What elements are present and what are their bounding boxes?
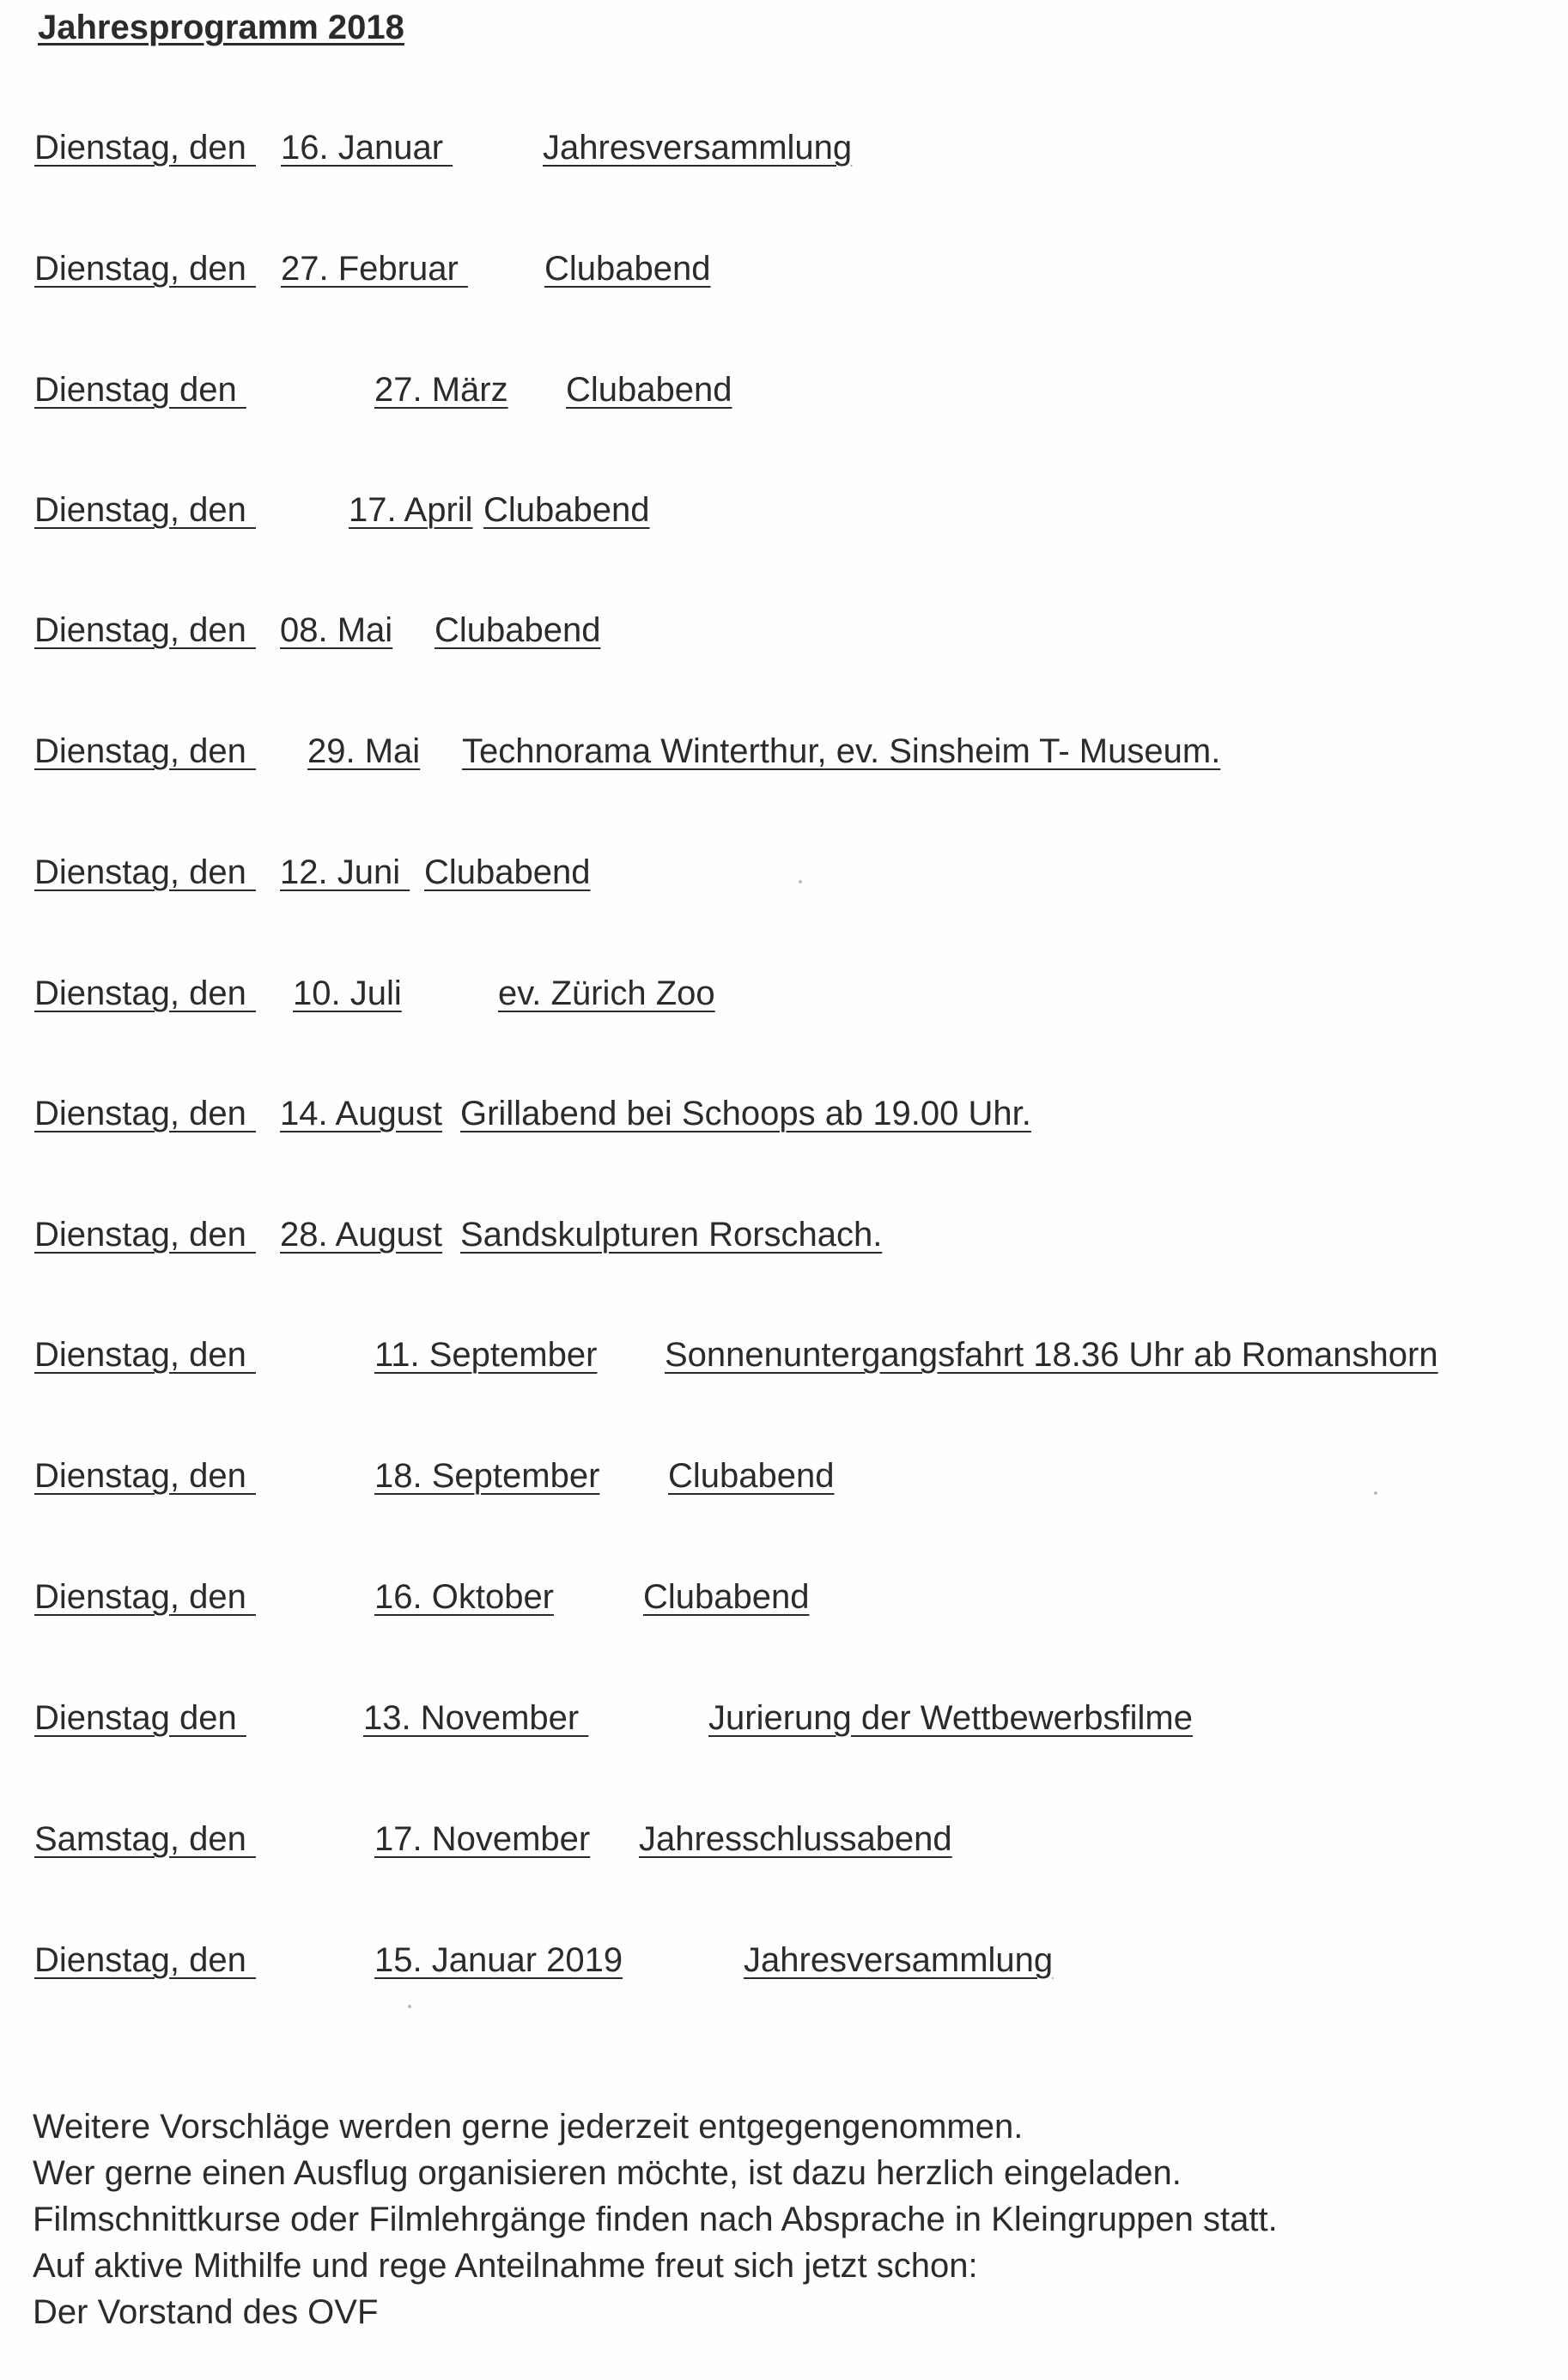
- entry-day: Dienstag, den: [34, 853, 256, 891]
- entry-day: Dienstag, den: [34, 1216, 256, 1254]
- entry-event: ev. Zürich Zoo: [498, 974, 715, 1012]
- closing-notes: [33, 2104, 1278, 2335]
- entry-event: Clubabend: [566, 371, 732, 409]
- schedule-entry: [0, 611, 1568, 663]
- note-line: Wer gerne einen Ausflug organisieren möchte, ist dazu herzlich eingeladen.: [33, 2154, 1182, 2192]
- entry-event: Jahresschlussabend: [639, 1820, 952, 1858]
- entry-day: Dienstag den: [34, 371, 246, 409]
- note-line: Weitere Vorschläge werden gerne jederzeit entgegengenommen.: [33, 2108, 1024, 2146]
- schedule-entry: [0, 371, 1568, 422]
- entry-date: 16. Januar: [281, 129, 453, 167]
- schedule-entry: [0, 1578, 1568, 1630]
- entry-date: 13. November: [363, 1699, 589, 1737]
- entry-event: Clubabend: [435, 611, 601, 649]
- entry-day: Dienstag, den: [34, 1095, 256, 1132]
- entry-date: 16. Oktober: [374, 1578, 555, 1616]
- entry-day: Samstag, den: [34, 1820, 256, 1858]
- entry-event: Jurierung der Wettbewerbsfilme: [708, 1699, 1193, 1737]
- schedule-entry: [0, 853, 1568, 905]
- schedule-entry: [0, 250, 1568, 301]
- entry-event: Clubabend: [668, 1457, 835, 1495]
- schedule-entry: [0, 1941, 1568, 1993]
- entry-date: 14. August: [280, 1095, 443, 1132]
- entry-day: Dienstag, den: [34, 611, 256, 649]
- entry-day: Dienstag, den: [34, 491, 256, 529]
- schedule-entry: [0, 1216, 1568, 1267]
- entry-day: Dienstag, den: [34, 974, 256, 1012]
- entry-date: 11. September: [374, 1336, 598, 1374]
- note-line: Filmschnittkurse oder Filmlehrgänge finden nach Absprache in Kleingruppen statt.: [33, 2201, 1278, 2238]
- schedule-entry: [0, 491, 1568, 543]
- entry-day: Dienstag den: [34, 1699, 246, 1737]
- entry-day: Dienstag, den: [34, 732, 256, 770]
- entry-day: Dienstag, den: [34, 1457, 256, 1495]
- entry-event: Clubabend: [483, 491, 650, 529]
- note-line: Der Vorstand des OVF: [33, 2293, 379, 2331]
- entry-day: Dienstag, den: [34, 1941, 256, 1979]
- entry-event: Technorama Winterthur, ev. Sinsheim T- Museum.: [462, 732, 1221, 770]
- schedule-entry: [0, 1095, 1568, 1146]
- entry-date: 08. Mai: [280, 611, 393, 649]
- entry-date: 12. Juni: [280, 853, 410, 891]
- entry-event: Sonnenuntergangsfahrt 18.36 Uhr ab Romanshorn: [665, 1336, 1438, 1374]
- scan-speck: [799, 880, 802, 883]
- entry-event: Clubabend: [424, 853, 591, 891]
- entry-date: 27. März: [374, 371, 508, 409]
- page-title: Jahresprogramm 2018: [38, 9, 404, 46]
- scan-speck: [1374, 1491, 1377, 1495]
- entry-event: Jahresversammlung: [543, 129, 853, 167]
- schedule-entry: [0, 1457, 1568, 1509]
- entry-date: 17. April: [349, 491, 473, 529]
- entry-date: 15. Januar 2019: [374, 1941, 623, 1979]
- entry-day: Dienstag, den: [34, 129, 256, 167]
- entry-event: Sandskulpturen Rorschach.: [460, 1216, 883, 1254]
- schedule-entry: [0, 129, 1568, 180]
- schedule-entry: [0, 1336, 1568, 1387]
- entry-event: Jahresversammlung: [744, 1941, 1054, 1979]
- entry-day: Dienstag, den: [34, 1336, 256, 1374]
- scan-speck: [408, 2005, 411, 2008]
- entry-day: Dienstag, den: [34, 1578, 256, 1616]
- entry-event: Clubabend: [643, 1578, 810, 1616]
- entry-event: Clubabend: [544, 250, 711, 288]
- schedule-entry: [0, 1699, 1568, 1751]
- schedule-entry: [0, 732, 1568, 784]
- note-line: Auf aktive Mithilfe und rege Anteilnahme freut sich jetzt schon:: [33, 2247, 978, 2285]
- entry-date: 28. August: [280, 1216, 443, 1254]
- entry-date: 29. Mai: [307, 732, 421, 770]
- entry-date: 18. September: [374, 1457, 600, 1495]
- entry-date: 10. Juli: [293, 974, 402, 1012]
- entry-date: 27. Februar: [281, 250, 468, 288]
- entry-event: Grillabend bei Schoops ab 19.00 Uhr.: [460, 1095, 1031, 1132]
- entry-day: Dienstag, den: [34, 250, 256, 288]
- schedule-entry: [0, 974, 1568, 1026]
- schedule-entry: [0, 1820, 1568, 1872]
- entry-date: 17. November: [374, 1820, 591, 1858]
